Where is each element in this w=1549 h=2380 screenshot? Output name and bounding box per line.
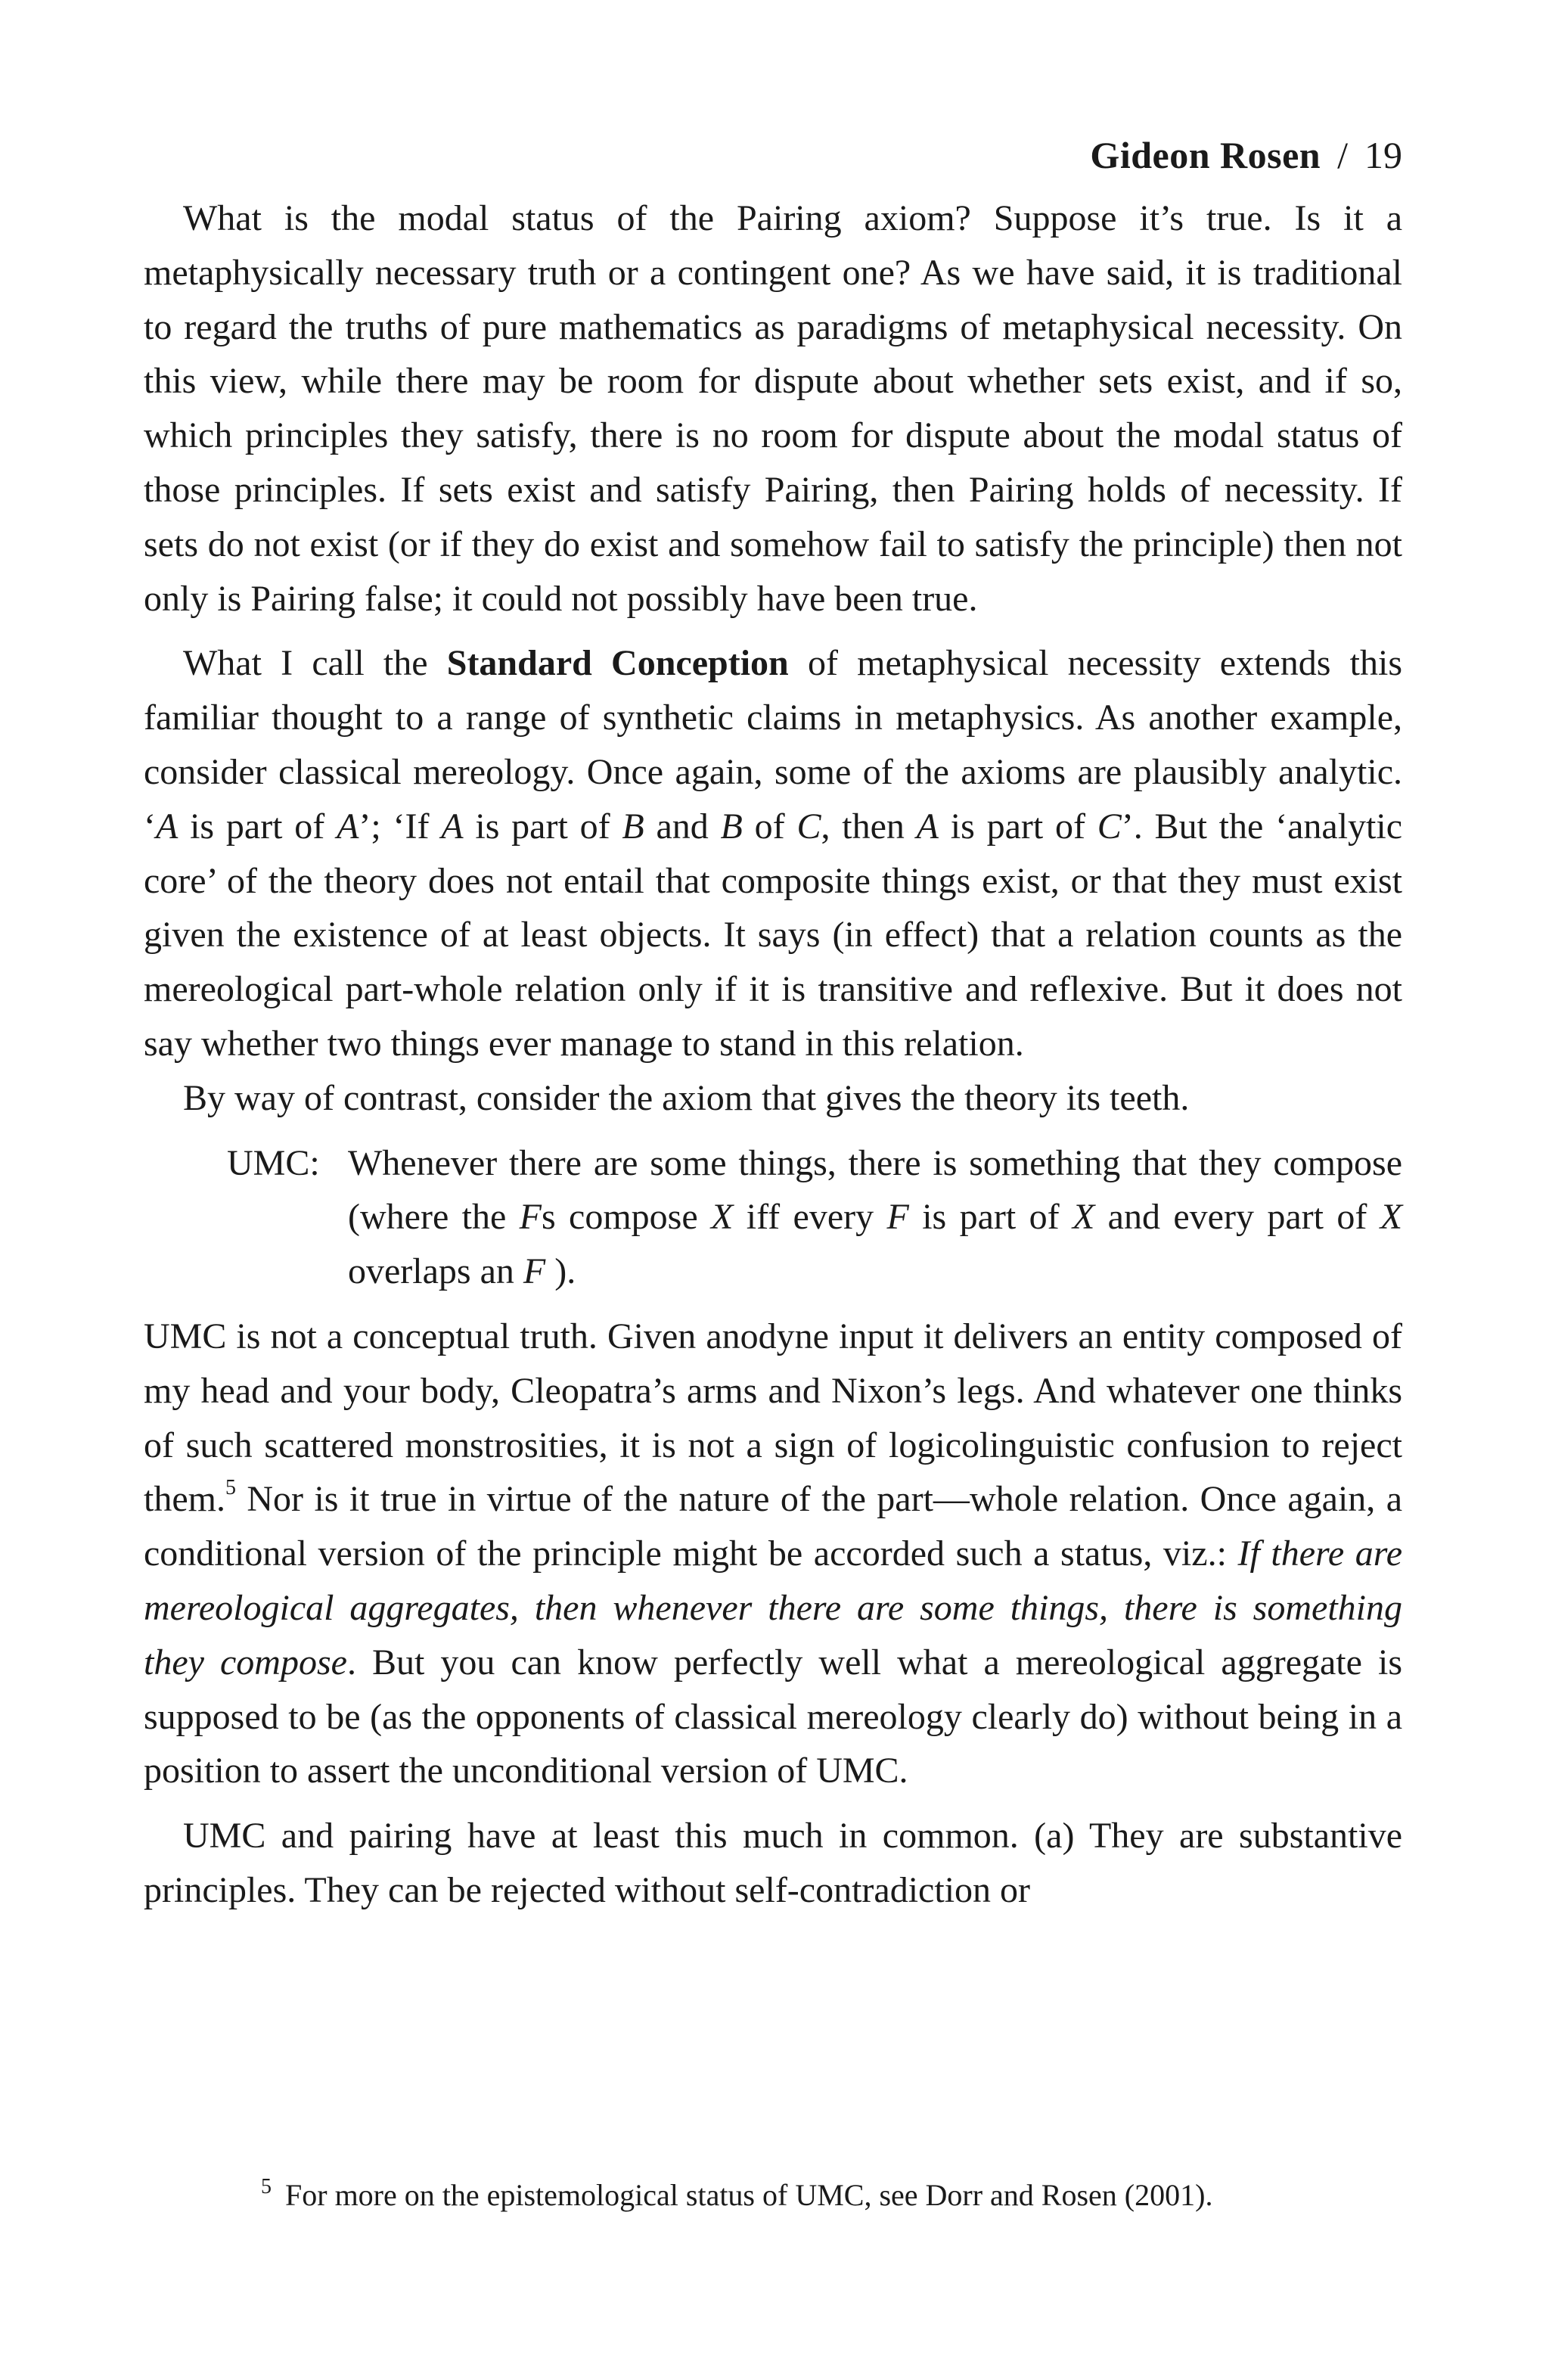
paragraph-3-text: By way of contrast, consider the axiom that gives the theory its teeth. [183,1077,1190,1118]
italic-variable: A [441,806,464,847]
paragraph-2 [144,636,1402,1070]
paragraph-2-text: , then [821,806,917,847]
italic-variable: X [1072,1197,1095,1238]
paragraph-1 [144,191,1402,626]
italic-variable: B [622,806,644,847]
italic-variable: C [1097,806,1122,847]
footnote [261,2168,1402,2214]
umc-text: overlaps an [348,1251,523,1292]
paragraph-1-text: What is the modal status of the Pairing axiom? Suppose it’s true. Is it a metaphysically necessary truth or a contingent one? As we have said, it is traditional to regard the truths of pure mathematics as paradigms of metaphysical necessity. On this view, while there may be room for dispute about whether sets exist, and if so, which principles they satisfy, there is no room for dispute about the modal status of those principles. If sets exist and satisfy Pairing, then Pairing holds of necessity. If sets do not exist (or if they do exist and somehow fail to satisfy the principle) then not only is Pairing false; it could not possibly have been true. [144,198,1402,619]
running-head-author: Gideon Rosen [1090,134,1321,176]
paragraph-2-text: of [742,806,797,847]
paragraph-2-text: of metaphysical necessity extends this familiar thought to a range of synthetic claims in metaphysics. As another example, consider classical mereology. Once again, some of the axioms are plausibly analytic. ‘ [144,643,1402,847]
footnote-text: For more on the epistemological status of UMC, see Dorr and Rosen (2001). [285,2178,1213,2212]
footnote-mark: 5 [261,2175,272,2198]
italic-variable: A [155,806,178,847]
italic-variable: F [886,1197,909,1238]
paragraph-2-text: is part of [939,806,1097,847]
italic-variable: X [1380,1197,1403,1238]
paragraph-4-text: Nor is it true in virtue of the nature of the part—whole relation. Once again, a conditional version of the principle might be accorded such a status, viz.: [144,1479,1402,1574]
paragraph-2-text: is part of [463,806,622,847]
paragraph-5-text: UMC and pairing have at least this much in common. (a) They are substantive principles. They can be rejected without self-contradiction or [144,1816,1402,1910]
umc-text: and every part of [1094,1197,1380,1238]
italic-variable: X [711,1197,734,1238]
umc-statement [348,1136,1402,1299]
umc-label: UMC: [227,1142,320,1183]
running-head-separator: / [1337,134,1348,176]
paragraph-3 [144,1071,1402,1126]
umc-text: s compose [541,1197,712,1238]
umc-axiom-block [227,1136,1402,1299]
paragraph-5 [144,1809,1402,1918]
running-head [144,132,1402,178]
conditional-principle-italic: If there are mereological aggregates, then whenever there are some things, there is something they compose [144,1533,1402,1682]
paragraph-2-text: What I call the [183,643,447,684]
paragraph-2-text: is part of [178,806,337,847]
umc-text: Whenever there are some things, there is something that they compose (where the [348,1142,1402,1238]
italic-variable: A [916,806,939,847]
page-content [144,132,1402,1918]
page-number: 19 [1364,134,1402,176]
umc-text: ). [545,1251,576,1292]
paragraph-4-text: UMC is not a conceptual truth. Given anodyne input it delivers an entity composed of my head and your body, Cleopatra’s arms and Nixon’s legs. And whatever one thinks of such scattered monstrosities, it is not a sign of logicolinguistic confusion to reject them. [144,1316,1402,1520]
italic-variable: F [523,1251,546,1292]
paragraph-4 [144,1310,1402,1798]
paragraph-2-text: ’. But the ‘analytic core’ of the theory does not entail that composite things exist, or that they must exist given the existence of at least objects. It says (in effect) that a relation counts as the mereological part-whole relation only if it is transitive and reflexive. But it does not say whether two things ever manage to stand in this relation. [144,806,1403,1064]
paragraph-2-text: and [644,806,721,847]
italic-variable: A [337,806,359,847]
paragraph-2-text: ’; ‘If [359,806,442,847]
italic-variable: B [720,806,743,847]
italic-variable: F [519,1197,542,1238]
standard-conception-term: Standard Conception [446,643,789,684]
italic-variable: C [796,806,821,847]
paragraph-4-text: . But you can know perfectly well what a mereological aggregate is supposed to be (as the opponents of classical mereology clearly do) without being in a position to assert the unconditional version of UMC. [144,1642,1402,1791]
footnote-reference[interactable]: 5 [225,1476,236,1500]
umc-text: iff every [733,1197,887,1238]
umc-text: is part of [908,1197,1073,1238]
